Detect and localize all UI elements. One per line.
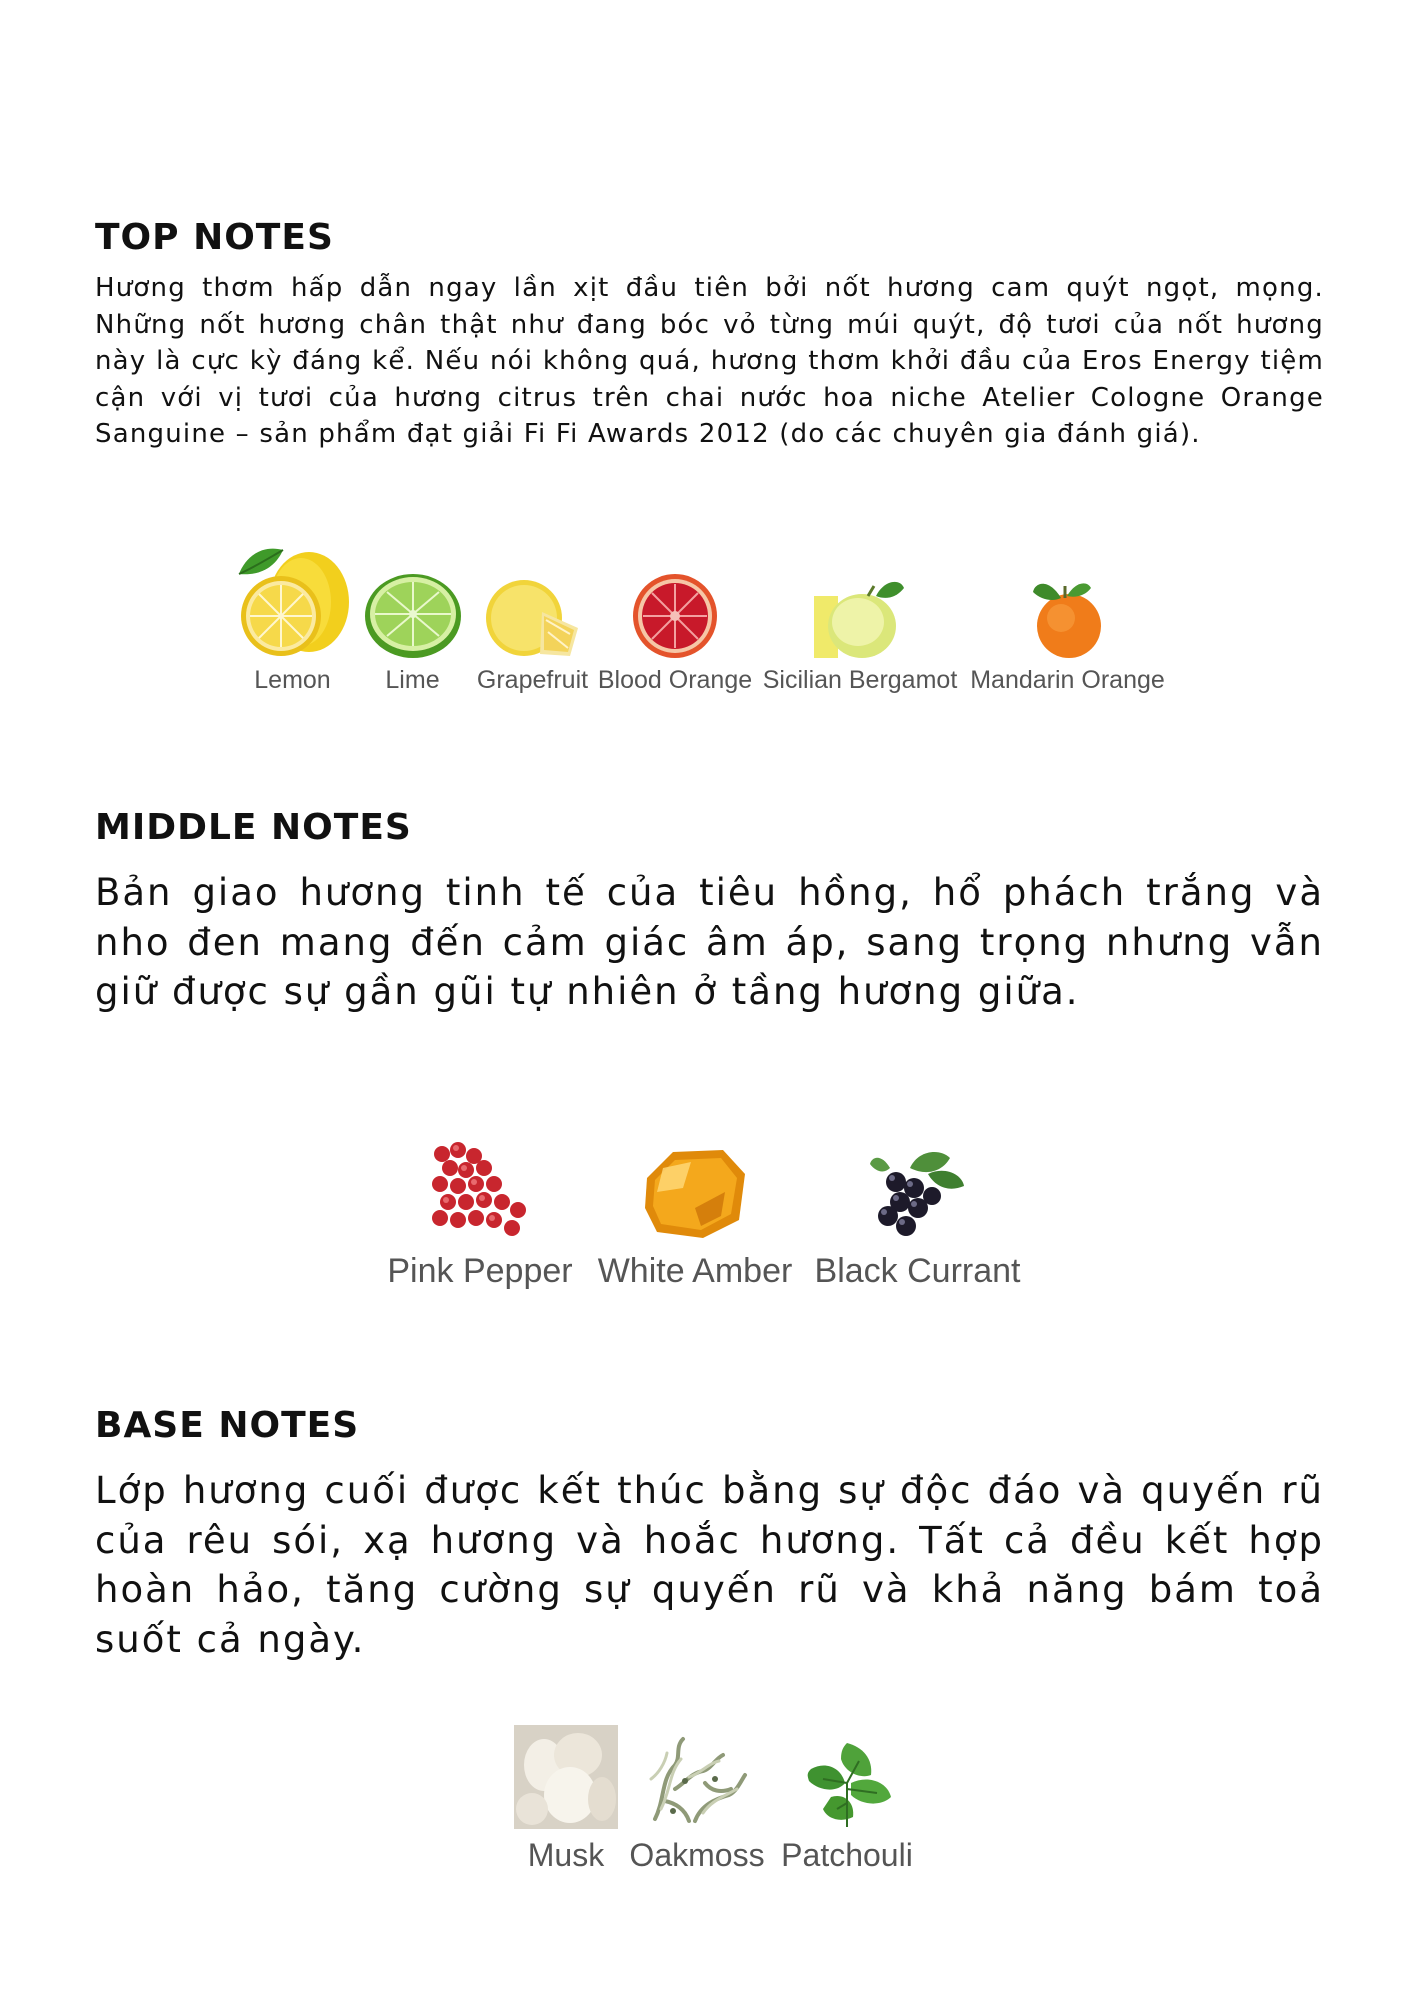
note-sicilian-bergamot: [755, 532, 965, 695]
note-label: Oakmoss: [629, 1837, 765, 1873]
oakmoss-icon: [645, 1725, 749, 1829]
grapefruit-icon: [484, 532, 582, 660]
note-oakmoss: [622, 1725, 772, 1874]
top-notes-ingredients: [230, 532, 1170, 695]
note-label: Sicilian Bergamot: [762, 666, 958, 694]
note-label: Blood Orange: [597, 666, 753, 694]
middle-notes-ingredients: [375, 1135, 1030, 1291]
middle-notes-description: Bản giao hương tinh tế của tiêu hồng, hổ phách trắng và nho đen mang đến cảm giác âm áp, sang trọng nhưng vẫn giữ được sự gần gũi tự nhiên ở tầng hương giữa.: [95, 871, 1324, 1013]
black-currant-icon: [870, 1135, 966, 1240]
musk-icon: [514, 1725, 618, 1829]
amber-icon: [643, 1135, 747, 1240]
note-musk: [510, 1725, 622, 1874]
note-grapefruit: [470, 532, 595, 695]
base-notes-heading: BASE NOTES: [95, 1405, 360, 1446]
note-label: Black Currant: [814, 1252, 1021, 1290]
pink-pepper-icon: [428, 1135, 532, 1240]
note-lime: [355, 532, 470, 695]
top-notes-description: Hương thơm hấp dẫn ngay lần xịt đầu tiên bởi nốt hương cam quýt ngọt, mọng. Những nốt hương chân thật như đang bóc vỏ từng múi quýt, độ tươi của nốt hương này là cực kỳ đáng kể. Nếu nói không quá, hương thơm khởi đầu của Eros Energy tiệm cận với vị tươi của hương citrus trên chai nước hoa niche Atelier Cologne Orange Sanguine – sản phẩm đạt giải Fi Fi Awards 2012 (do các chuyên gia đánh giá).: [95, 273, 1324, 449]
note-label: Pink Pepper: [387, 1252, 573, 1290]
base-notes-description: Lớp hương cuối được kết thúc bằng sự độc đáo và quyến rũ của rêu sói, xạ hương và hoắc hương. Tất cả đều kết hợp hoàn hảo, tăng cường sự quyến rũ và khả năng bám toả suốt cả ngày.: [95, 1469, 1324, 1661]
note-black-currant: [805, 1135, 1030, 1291]
lemon-icon: [231, 532, 355, 660]
base-notes-section: [95, 1405, 1324, 1664]
note-label: Mandarin Orange: [970, 666, 1165, 694]
note-label: Patchouli: [781, 1837, 913, 1873]
note-label: White Amber: [597, 1252, 793, 1290]
mandarin-icon: [1031, 532, 1105, 660]
lime-icon: [363, 532, 463, 660]
note-label: Grapefruit: [476, 666, 589, 694]
blood-orange-icon: [631, 532, 719, 660]
top-notes-heading: TOP NOTES: [95, 217, 334, 258]
note-label: Musk: [527, 1837, 605, 1873]
patchouli-icon: [801, 1725, 893, 1829]
note-label: Lime: [385, 666, 440, 694]
middle-notes-section: [95, 807, 1324, 1017]
middle-notes-heading: MIDDLE NOTES: [95, 807, 412, 848]
note-blood-orange: [595, 532, 755, 695]
bergamot-icon: [814, 532, 906, 660]
base-notes-ingredients: [510, 1725, 922, 1874]
note-pink-pepper: [375, 1135, 585, 1291]
note-lemon: [230, 532, 355, 695]
top-notes-section: [95, 217, 1324, 453]
note-white-amber: [585, 1135, 805, 1291]
note-label: Lemon: [254, 666, 331, 694]
note-patchouli: [772, 1725, 922, 1874]
note-mandarin-orange: [965, 532, 1170, 695]
